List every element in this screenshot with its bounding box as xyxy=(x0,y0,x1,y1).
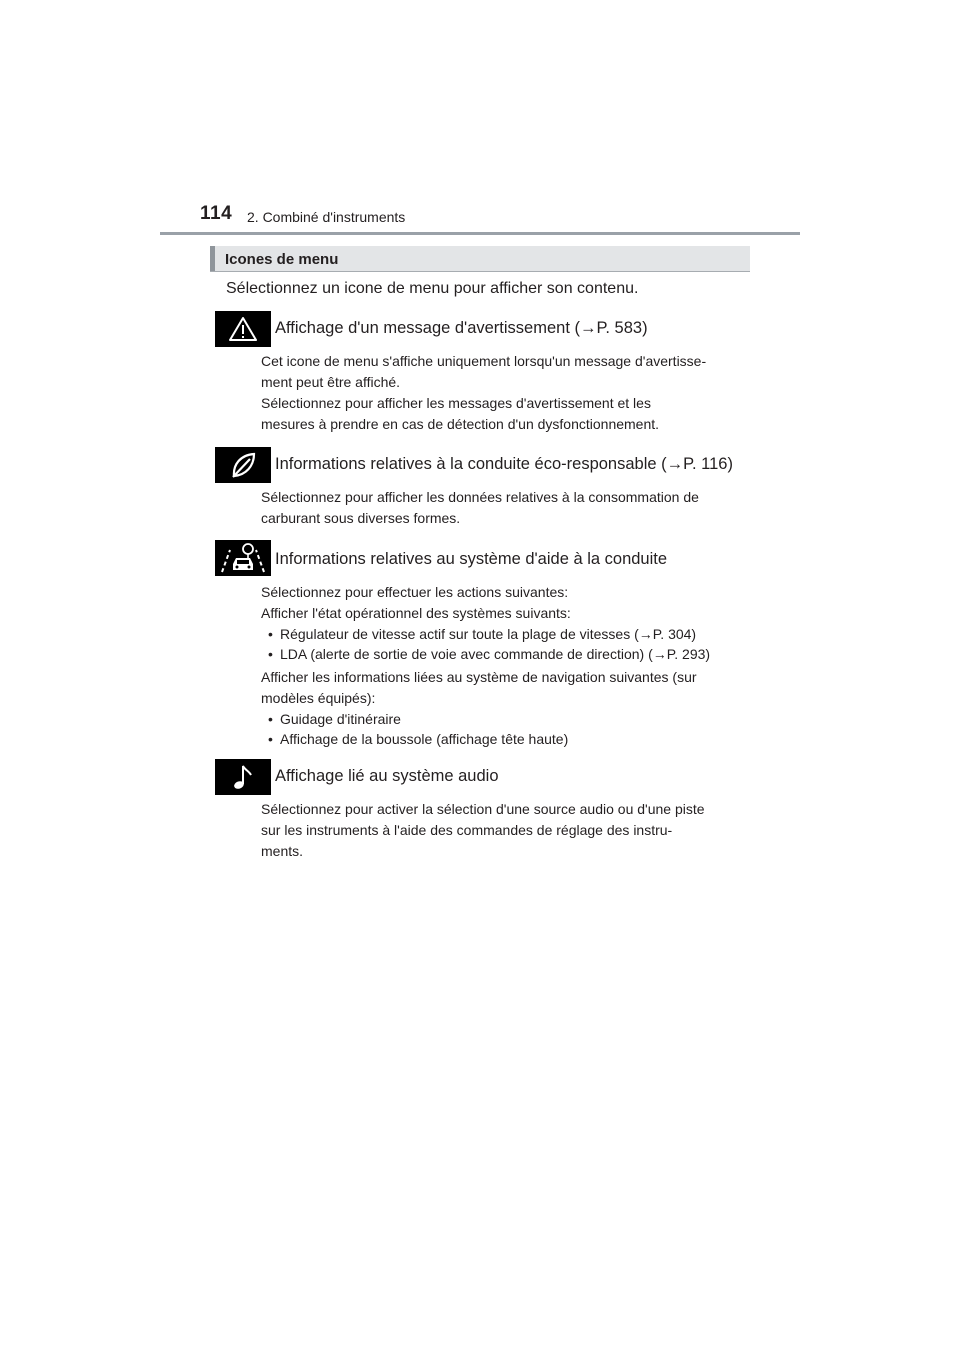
description-line: modèles équipés): xyxy=(261,690,376,706)
driving-assist-icon xyxy=(215,540,271,576)
item-title-warning: Affichage d'un message d'avertissement (→P. 583) xyxy=(275,319,648,337)
section-intro: Sélectionnez un icone de menu pour afficher son contenu. xyxy=(226,280,639,297)
description-line: Sélectionnez pour afficher les données relatives à la consommation de xyxy=(261,489,699,505)
description-line: Sélectionnez pour activer la sélection d'une source audio ou d'une piste xyxy=(261,801,705,817)
section-accent xyxy=(210,246,215,271)
bullet-dot: • xyxy=(268,731,273,747)
description-line: mesures à prendre en cas de détection d'un dysfonctionnement. xyxy=(261,416,660,432)
item-description-eco xyxy=(261,487,746,529)
item-title-audio: Affichage lié au système audio xyxy=(275,767,499,785)
description-line: Cet icone de menu s'affiche uniquement lorsqu'un message d'avertisse- xyxy=(261,353,707,369)
item-description-navigation xyxy=(261,667,746,709)
warning-triangle-icon xyxy=(215,311,271,347)
section-heading xyxy=(210,246,750,272)
list-item xyxy=(268,644,710,664)
item-title-driving-assist: Informations relatives au système d'aide à la conduite xyxy=(275,550,668,568)
item-description-warning xyxy=(261,351,746,435)
description-line: Afficher l'état opérationnel des systèmes suivants: xyxy=(261,605,571,621)
description-line: Sélectionnez pour effectuer les actions suivantes: xyxy=(261,584,569,600)
description-line: Afficher les informations liées au système de navigation suivantes (sur xyxy=(261,669,697,685)
description-line: ments. xyxy=(261,843,304,859)
list-item xyxy=(268,709,401,729)
description-line: ment peut être affiché. xyxy=(261,374,401,390)
bullet-dot: • xyxy=(268,626,273,642)
list-item-text: Affichage de la boussole (affichage tête haute) xyxy=(280,731,569,747)
description-line: Sélectionnez pour afficher les messages d'avertissement et les xyxy=(261,395,651,411)
chapter-title: 2. Combiné d'instruments xyxy=(247,209,406,225)
description-line: sur les instruments à l'aide des commandes de réglage des instru- xyxy=(261,822,673,838)
list-item xyxy=(268,624,696,644)
page-number: 114 xyxy=(200,203,233,224)
header-rule xyxy=(160,232,800,235)
bullet-dot: • xyxy=(268,646,273,662)
eco-leaf-icon xyxy=(215,447,271,483)
music-note-icon xyxy=(215,759,271,795)
section-title: Icones de menu xyxy=(225,251,339,268)
list-item-text: Régulateur de vitesse actif sur toute la plage de vitesses (→P. 304) xyxy=(280,626,697,642)
list-item xyxy=(268,729,568,749)
description-line: carburant sous diverses formes. xyxy=(261,510,461,526)
list-item-text: Guidage d'itinéraire xyxy=(280,711,401,727)
list-item-text: LDA (alerte de sortie de voie avec commande de direction) (→P. 293) xyxy=(280,646,711,662)
item-description-audio xyxy=(261,799,746,862)
bullet-dot: • xyxy=(268,711,273,727)
item-title-eco: Informations relatives à la conduite éco-responsable (→P. 116) xyxy=(275,455,733,473)
